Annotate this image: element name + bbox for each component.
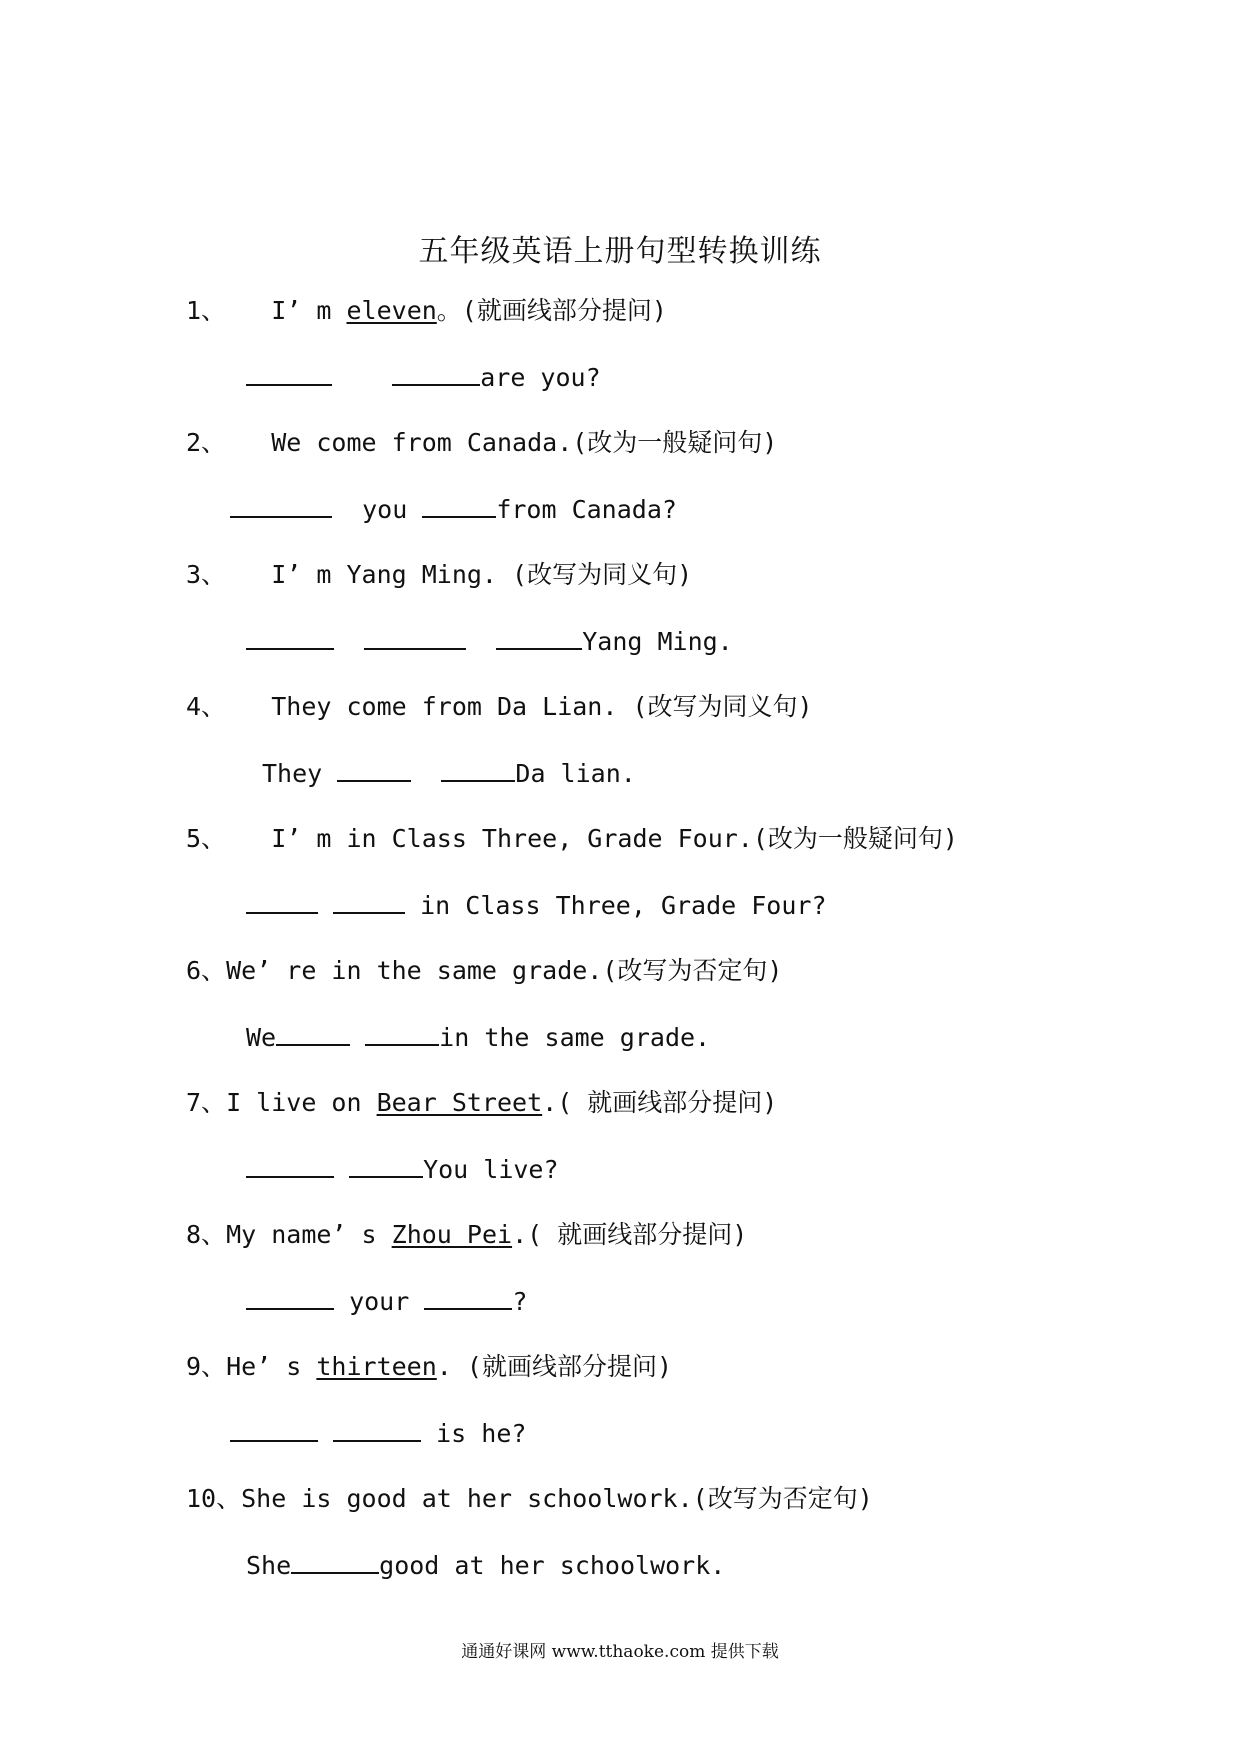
question-4: 4、 They come from Da Lian. (改写为同义句): [186, 692, 813, 721]
answer-blank[interactable]: [392, 362, 480, 386]
question-number: 9、: [186, 1352, 227, 1381]
question-number: 2、: [186, 428, 227, 457]
answer-blank[interactable]: [422, 494, 496, 518]
answer-blank[interactable]: [496, 626, 582, 650]
answer-blank[interactable]: [230, 494, 332, 518]
question-number: 5、: [186, 824, 227, 853]
question-number: 3、: [186, 560, 227, 589]
question-number: 7、: [186, 1088, 227, 1117]
answer-line-4: They Da lian.: [262, 759, 636, 788]
page-footer: 通通好课网 www.tthaoke.com 提供下载: [461, 1642, 779, 1662]
answer-blank[interactable]: [365, 1022, 439, 1046]
question-number: 6、: [186, 956, 227, 985]
answer-line-9: is he?: [230, 1418, 526, 1449]
underlined-part: thirteen: [316, 1352, 437, 1381]
answer-blank[interactable]: [337, 758, 411, 782]
answer-blank[interactable]: [441, 758, 515, 782]
answer-blank[interactable]: [424, 1286, 512, 1310]
question-number: 1、: [186, 296, 227, 325]
answer-line-6: We in the same grade.: [246, 1023, 711, 1052]
question-10: 10、She is good at her schoolwork.(改写为否定句): [186, 1484, 873, 1513]
answer-blank[interactable]: [333, 890, 405, 914]
answer-line-3: Yang Ming.: [246, 626, 733, 657]
question-9: 9、He’ s thirteen. (就画线部分提问): [186, 1352, 673, 1381]
question-5: 5、 I’ m in Class Three, Grade Four.(改为一般疑问句): [186, 824, 958, 853]
answer-blank[interactable]: [246, 362, 332, 386]
answer-blank[interactable]: [276, 1022, 350, 1046]
answer-blank[interactable]: [333, 1418, 421, 1442]
answer-line-2: you from Canada?: [230, 494, 677, 525]
question-7: 7、I live on Bear Street.( 就画线部分提问): [186, 1088, 778, 1117]
question-2: 2、 We come from Canada.(改为一般疑问句): [186, 428, 778, 457]
answer-blank[interactable]: [246, 890, 318, 914]
answer-blank[interactable]: [246, 1286, 334, 1310]
answer-line-7: You live?: [246, 1154, 559, 1185]
question-number: 8、: [186, 1220, 227, 1249]
question-number: 4、: [186, 692, 227, 721]
question-8: 8、My name’ s Zhou Pei.( 就画线部分提问): [186, 1220, 748, 1249]
answer-line-1: are you?: [246, 362, 601, 393]
answer-line-8: your ?: [246, 1286, 527, 1317]
answer-blank[interactable]: [349, 1154, 423, 1178]
answer-blank[interactable]: [291, 1550, 379, 1574]
question-3: 3、 I’ m Yang Ming. (改写为同义句): [186, 560, 693, 589]
underlined-part: Zhou Pei: [391, 1220, 513, 1249]
answer-line-10: She good at her schoolwork.: [246, 1551, 726, 1580]
underlined-part: eleven: [346, 296, 437, 325]
question-1: 1、 I’ m eleven。(就画线部分提问): [186, 296, 667, 325]
answer-line-5: in Class Three, Grade Four?: [246, 890, 827, 921]
answer-blank[interactable]: [246, 1154, 334, 1178]
answer-blank[interactable]: [230, 1418, 318, 1442]
answer-blank[interactable]: [246, 626, 334, 650]
question-6: 6、We’ re in the same grade.(改写为否定句): [186, 956, 783, 985]
page-title: 五年级英语上册句型转换训练: [418, 234, 822, 269]
answer-blank[interactable]: [364, 626, 466, 650]
question-number: 10、: [186, 1484, 242, 1513]
underlined-part: Bear Street: [376, 1088, 543, 1117]
